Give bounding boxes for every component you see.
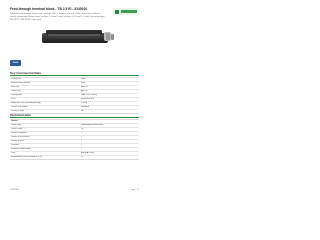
logo-mark-icon [115,10,119,14]
table-cell-label: Custom tariff number [11,106,28,108]
table-cell-value: 1 [81,140,82,142]
table-cell-value: BEK211 [81,86,88,88]
table-row [10,156,139,159]
key-commercial-table [10,77,139,114]
table-cell-label: Product key [11,90,21,92]
technical-subheading: General [10,120,139,124]
document-page [0,0,149,198]
table-cell-value: 1 [81,132,82,134]
table-cell-value: 50 pc [81,82,86,84]
table-cell-label: Product type [11,124,22,126]
table-cell-label: Color [11,152,16,154]
table-cell-label: Catalog page [11,94,22,96]
footer-page-number: Page 1 / 9 [130,189,139,191]
table-cell-label: Potentials [11,144,19,146]
table-cell-value: V2 [81,156,84,158]
page-footer [10,188,139,192]
rohs-badge: RoHS [10,60,21,66]
table-cell-label: Country of origin [11,110,25,112]
section-divider-technical [10,117,139,118]
section-title-technical: Technical data [10,113,31,117]
table-cell-label: Product family [11,128,23,130]
logo-wordmark [121,10,137,13]
table-cell-value: Feed-through terminal block [81,124,104,126]
table-cell-value: I [81,148,82,150]
table-cell-label: Sales key [11,86,19,88]
footer-date: 07/26/2019 [10,189,19,191]
table-cell-value: 50 pc [81,78,86,80]
table-cell-value: BEK211 [81,90,88,92]
table-cell-label: Weight per Piece (excluding packing) [11,102,41,104]
terminal-block-image [40,25,116,51]
table-cell-value: TB [81,128,84,130]
table-cell-label: Number of positions [11,132,27,134]
table-cell-value: 85369010 [81,106,89,108]
table-cell-label: Number of connections [11,136,30,138]
document-title: Feed-through terminal block - TB 2,5 EI - 3240010 [10,7,88,11]
section-title-key-commercial: Key Commercial Data [10,71,41,75]
table-cell-label: Number of rows [11,140,24,142]
table-cell-value: gray (RAL 7042) [81,152,95,154]
table-cell-value: DE [81,110,84,112]
table-cell-value: Page 12 (C-1-2019) [81,94,97,96]
table-cell-label: Inflammability class according to UL 94 [11,156,43,158]
technical-data-table [10,119,139,160]
table-cell-value: 2 [81,136,82,138]
table-cell-value: 1 [81,144,82,146]
table-cell-value: 5.410 g [81,102,87,104]
table-cell-label: GTIN [11,98,16,100]
document-description: Feed-through terminal block, nom. voltage: 800 V, nominal current: 24 A, connection method: Screw connection, Rated cross section: 2.5 mm², cross section: 0.14 mm² - 4 mm², mounting type: NS 35/7.5, NS 35/15, color: gray [10,13,106,21]
document-header [10,8,108,21]
section-divider-key-commercial [10,75,139,76]
phoenix-contact-logo [113,8,139,15]
table-cell-label: Minimum order quantity [11,82,30,84]
table-cell-label: Insulating material group [11,148,31,150]
table-cell-label: Packing unit [11,78,21,80]
table-cell-value: 4055626532476 [81,98,94,100]
